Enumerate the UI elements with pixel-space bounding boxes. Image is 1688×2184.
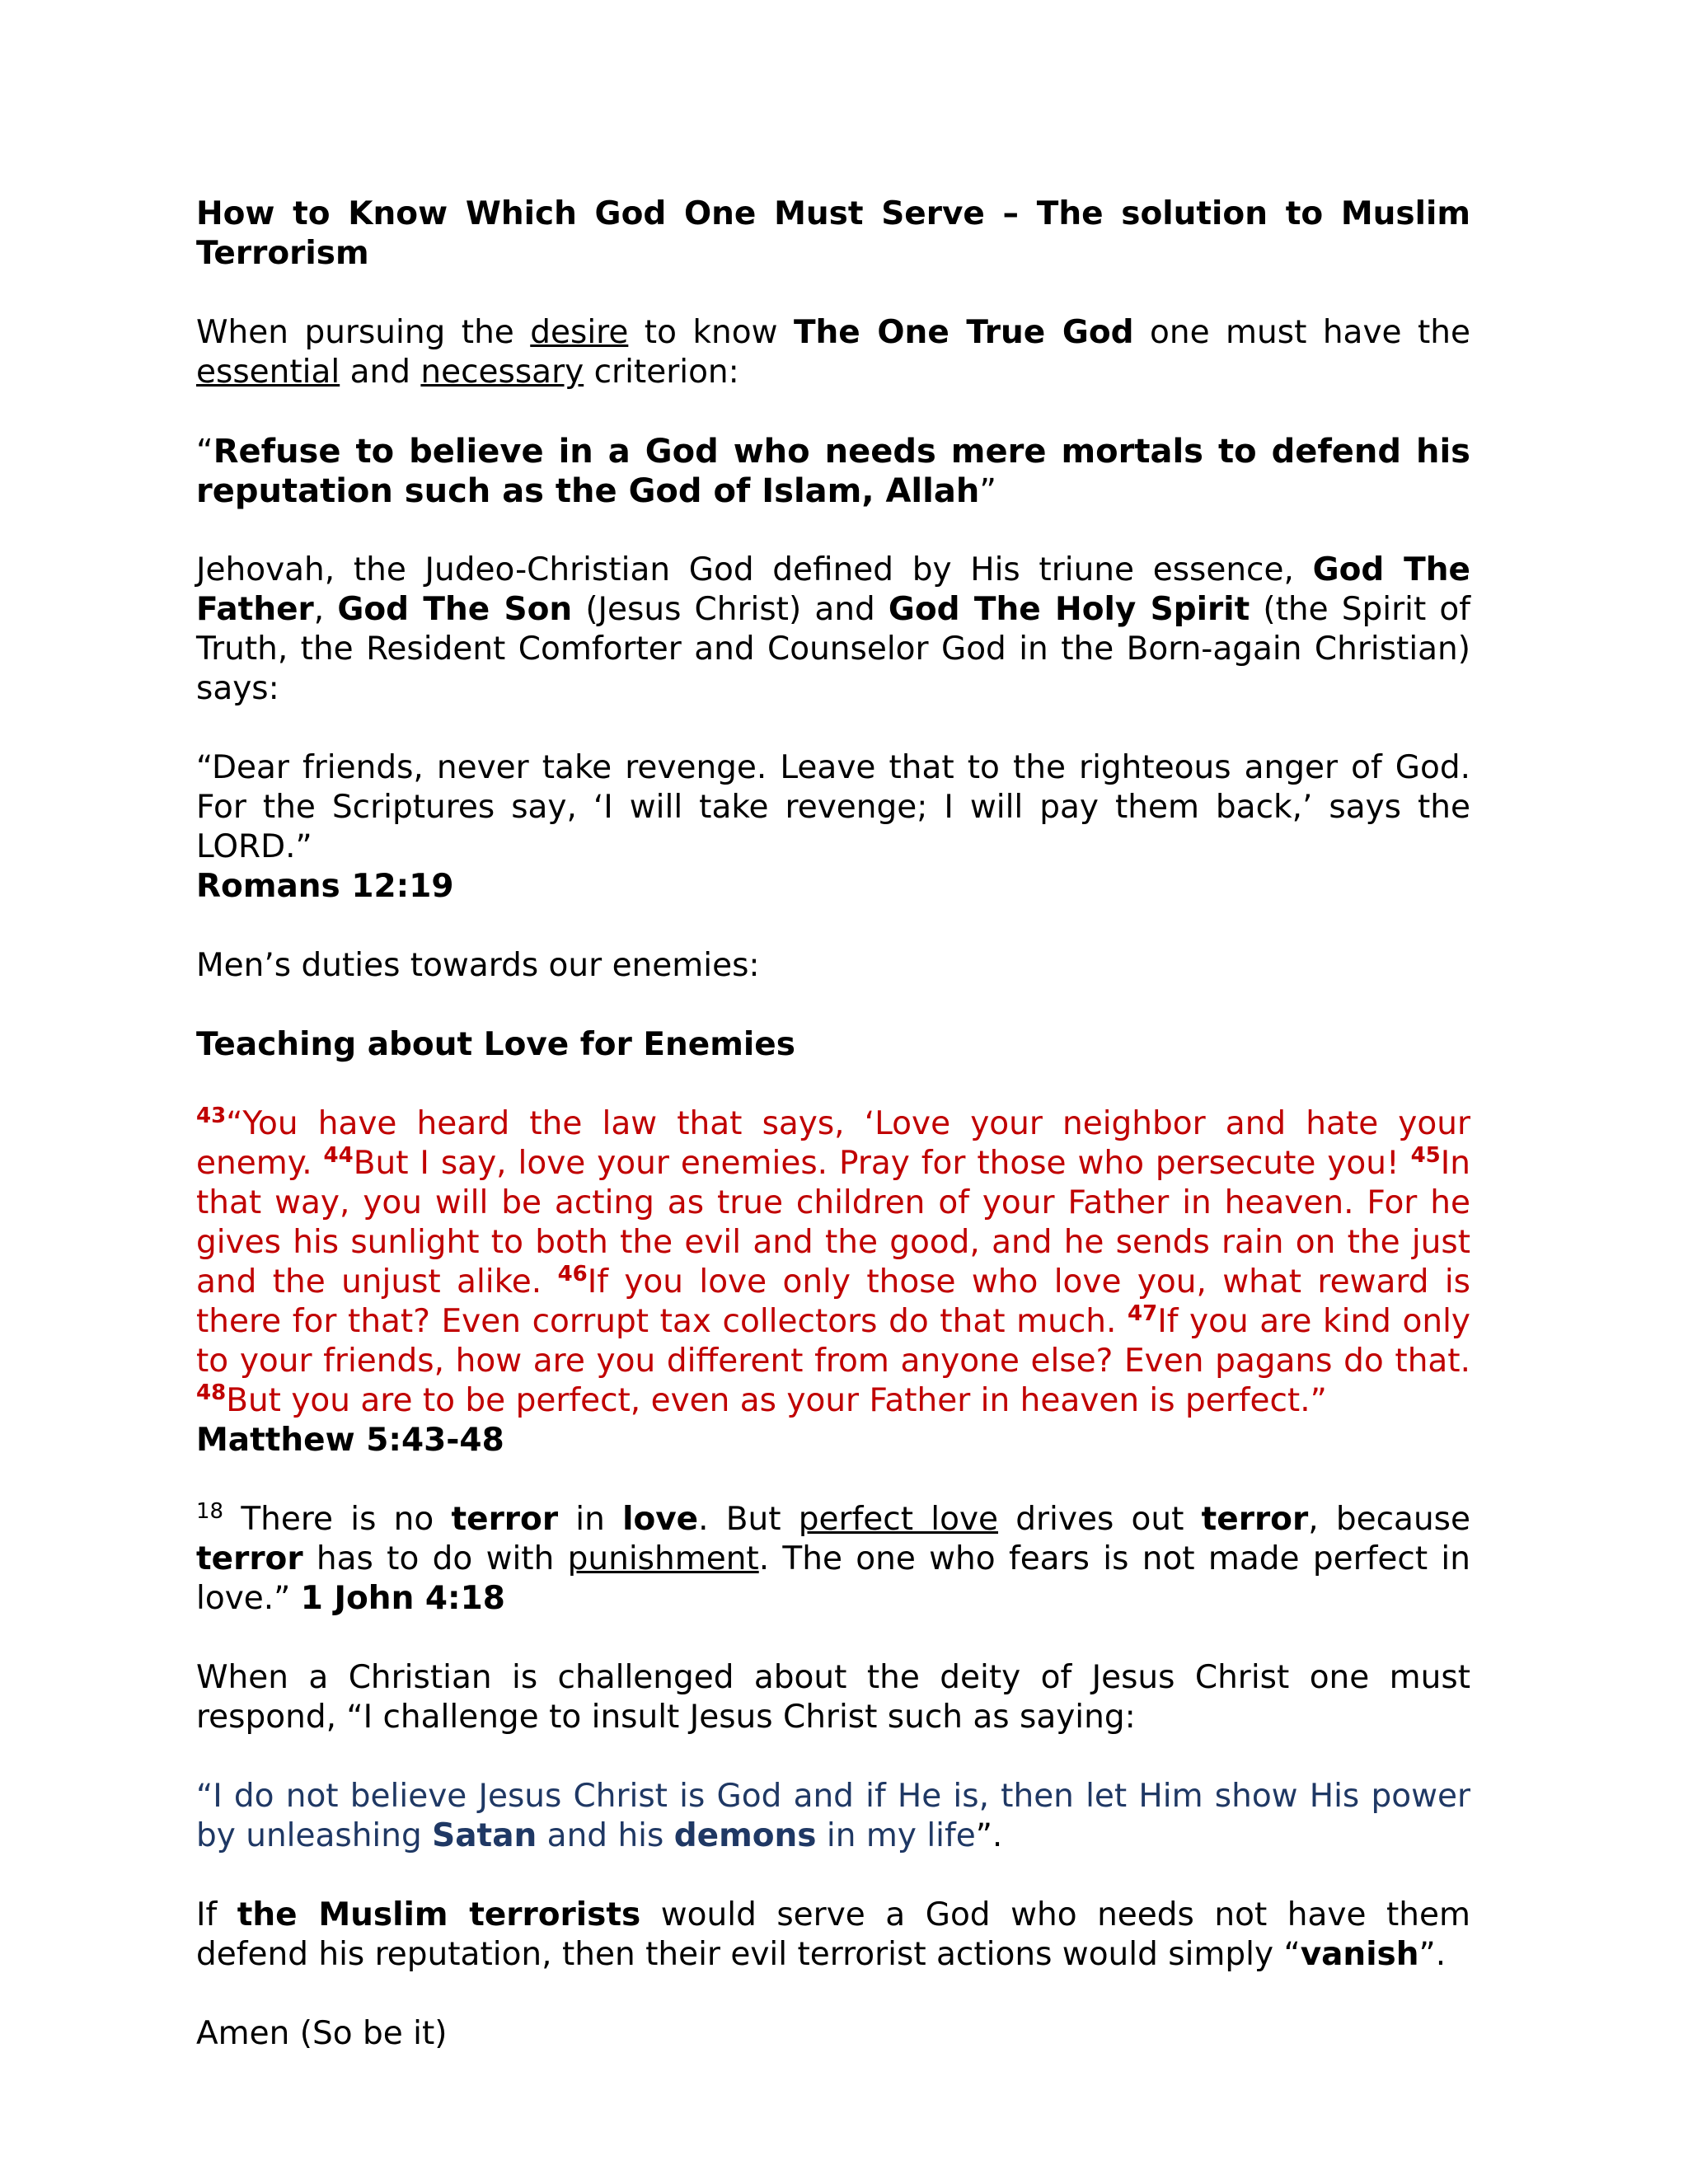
romans-reference: Romans 12:19 xyxy=(196,868,454,905)
jehovah-paragraph: Jehovah, the Judeo-Christian God defined by His triune essence, God The Father, God The Son (Jesus Christ) and God The Holy Spirit (the Spirit of Truth, the Resident Comforter and Counselor God in the Born-again Christian) says: xyxy=(196,551,1471,707)
verse-number: 47 xyxy=(1128,1301,1158,1326)
underlined-desire: desire xyxy=(530,314,629,351)
intro-paragraph: When pursuing the desire to know The One True God one must have the essential and necessary criterion: xyxy=(196,314,1470,391)
verse-number: 18 xyxy=(196,1499,224,1524)
bold-one-true-god: The One True God xyxy=(793,314,1134,351)
underlined-essential: essential xyxy=(196,354,340,391)
muslim-terrorists-paragraph: If the Muslim terrorists would serve a God who needs not have them defend his reputation, then their evil terrorist actions would simply “vanish”. xyxy=(196,1896,1471,1973)
section-heading-love-enemies: Teaching about Love for Enemies xyxy=(196,1026,795,1063)
verse-number: 44 xyxy=(323,1143,354,1168)
insult-quote: “I do not believe Jesus Christ is God and if He is, then let Him show His power by unleashing Satan and his demons in my life”. xyxy=(196,1778,1470,1854)
verse-number: 48 xyxy=(196,1380,227,1405)
matthew-reference: Matthew 5:43-48 xyxy=(196,1422,504,1459)
verse-number: 46 xyxy=(557,1262,588,1286)
john-passage: $^{18}$ There is no terror in love. But perfect love drives out terror, because terror has to do with punishment. The one who fears is not made perfect in love.” 1 John 4:18 xyxy=(196,1499,1470,1617)
romans-quote: “Dear friends, never take revenge. Leave that to the righteous anger of God. For the Scriptures say, ‘I will take revenge; I will pay them back,’ says the LORD.” Romans 12:19 xyxy=(196,749,1470,905)
criterion-quote: “Refuse to believe in a God who needs mere mortals to defend his reputation such as the God of Islam, Allah” xyxy=(196,433,1470,510)
verse-number: 45 xyxy=(1410,1143,1441,1168)
underlined-necessary: necessary xyxy=(420,354,584,391)
document-title: How to Know Which God One Must Serve – The solution to Muslim Terrorism xyxy=(196,195,1470,272)
amen-line: Amen (So be it) xyxy=(196,2015,448,2052)
challenge-paragraph: When a Christian is challenged about the deity of Jesus Christ one must respond, “I challenge to insult Jesus Christ such as saying: xyxy=(196,1659,1470,1736)
document-page xyxy=(196,194,1470,2093)
duties-line: Men’s duties towards our enemies: xyxy=(196,947,760,984)
verse-number: 43 xyxy=(196,1104,227,1128)
matthew-passage: $^{43}$“You have heard the law that says, ‘Love your neighbor and hate your enemy. $^{44}$But I say, love your enemies. Pray for those who persecute you! $^{45}$In that way, you will be acting as true children of your Father in heaven. For he gives his sunlight to both the evil and the good, and he sends rain on the just and the unjust alike. $^{46}$If you love only those who love you, what reward is there for that? Even corrupt tax collectors do that much. $^{47}$If you are kind only to your friends, how are you different from anyone else? Even pagans do that. $^{48}$But you are to be perfect, even as your Father in heaven is perfect.” Matthew 5:43-48 xyxy=(196,1104,1470,1459)
john-reference: 1 John 4:18 xyxy=(300,1580,505,1617)
